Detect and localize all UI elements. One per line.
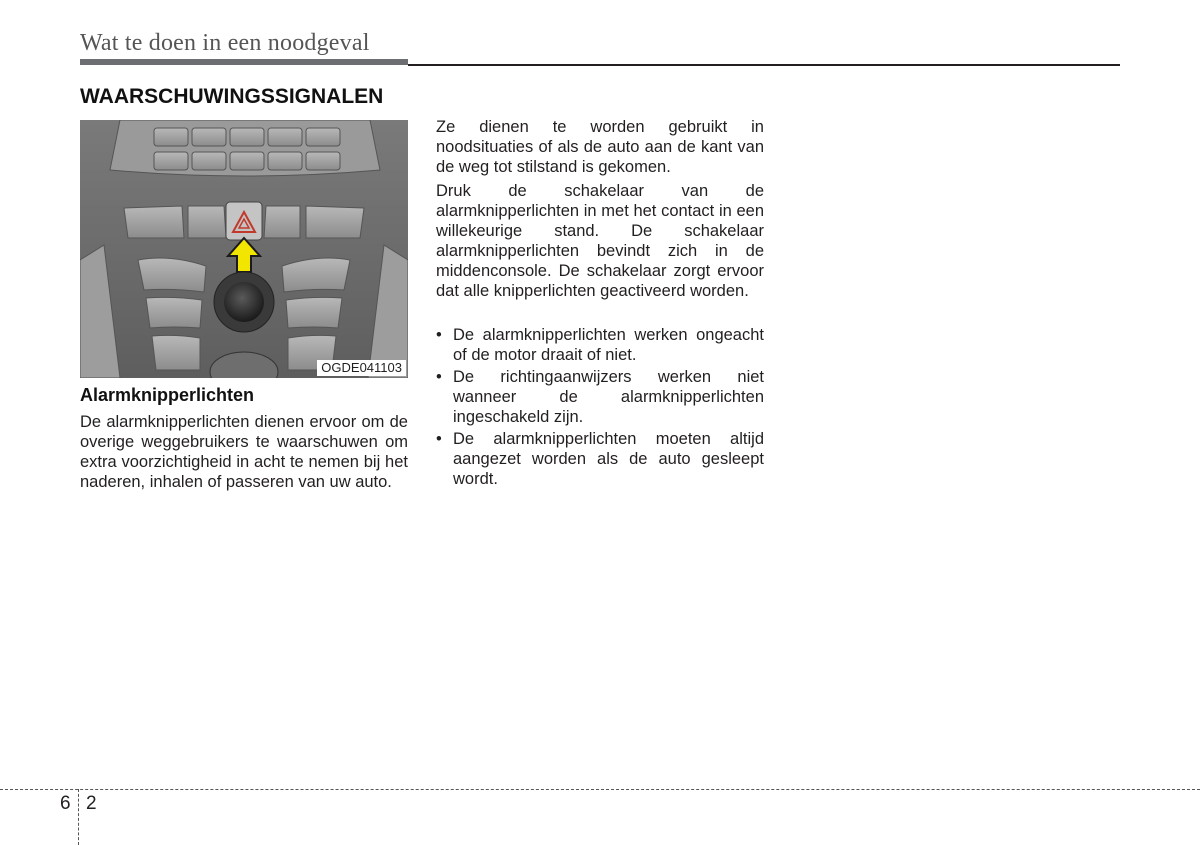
header-rule-thin — [408, 64, 1120, 66]
chapter-title: Wat te doen in een noodgeval — [80, 30, 370, 56]
bullet-icon: • — [436, 368, 442, 386]
subheading-alarm: Alarmknipperlichten — [80, 385, 255, 405]
right-column — [436, 117, 764, 491]
header-rule-thick — [80, 59, 408, 65]
notes-list — [436, 325, 764, 489]
volume-knob-icon — [224, 282, 264, 322]
bullet-icon: • — [436, 430, 442, 448]
section-heading: WAARSCHUWINGSSIGNALEN — [80, 85, 384, 108]
page-chapter-number: 6 — [60, 793, 71, 814]
page-number: 2 — [86, 793, 97, 814]
paragraph-usage: Ze dienen te worden gebruikt in noodsituaties of als de auto aan de kant van de weg tot stilstand is gekomen. — [436, 118, 764, 176]
footer-divider — [0, 789, 1200, 790]
list-item — [436, 429, 764, 489]
paragraph-switch: Druk de schakelaar van de alarmknipperlichten in met het contact in een willekeurige stand. De schakelaar alarmknipperlichten bevindt zich in de middenconsole. De schakelaar zorgt ervoor dat alle knipperlichten geactiveerd worden. — [436, 182, 764, 300]
dashboard-console-illustration — [80, 120, 408, 378]
list-item-text: De alarmknipperlichten moeten altijd aangezet worden als de auto gesleept wordt. — [453, 430, 764, 488]
bullet-icon: • — [436, 326, 442, 344]
hazard-switch-figure — [80, 120, 408, 378]
intro-paragraph: De alarmknipperlichten dienen ervoor om de overige weggebruikers te waarschuwen om extra voorzichtigheid in acht te nemen bij het naderen, inhalen of passeren van uw auto. — [80, 413, 408, 491]
footer-vertical-divider — [78, 789, 79, 845]
list-item-text: De richtingaanwijzers werken niet wanneer de alarmknipperlichten ingeschakeld zijn. — [453, 368, 764, 426]
list-item-text: De alarmknipperlichten werken ongeacht of de motor draait of niet. — [453, 326, 764, 364]
list-item — [436, 367, 764, 427]
list-item — [436, 325, 764, 365]
figure-code: OGDE041103 — [317, 360, 406, 376]
